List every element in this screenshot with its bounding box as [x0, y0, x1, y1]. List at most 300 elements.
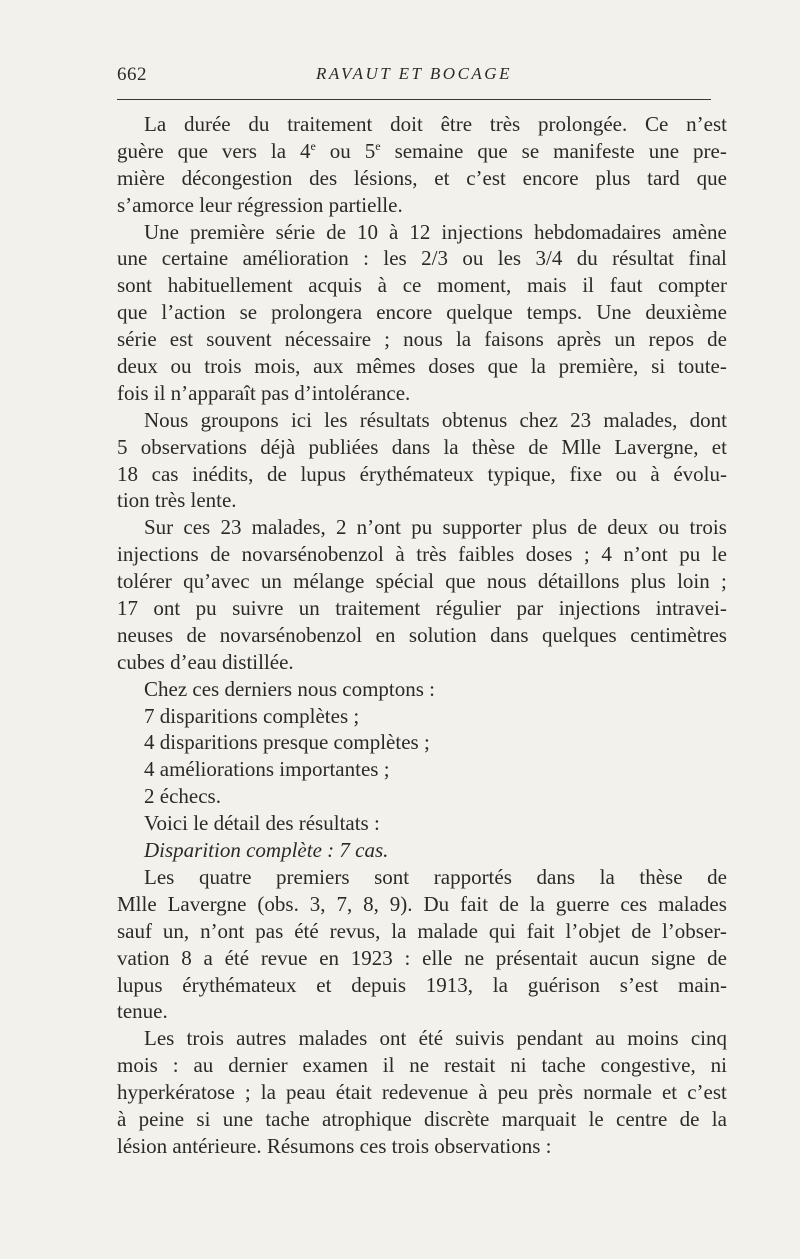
- word: un: [614, 327, 636, 352]
- word: 1923: [350, 945, 393, 970]
- word: ou: [329, 138, 351, 163]
- word: elle: [422, 945, 453, 970]
- word: observations: [140, 434, 247, 459]
- word: habituellement: [167, 273, 293, 298]
- word: marquait: [501, 1106, 577, 1131]
- word: Ce: [645, 112, 669, 136]
- word: près: [538, 1080, 574, 1105]
- word: 18: [117, 461, 138, 486]
- word: 17: [117, 596, 138, 621]
- word: Une: [144, 219, 179, 244]
- word: de: [186, 622, 207, 647]
- word: le: [711, 542, 727, 567]
- text-line: [117, 514, 727, 541]
- word: dans: [536, 864, 575, 889]
- word: spécial: [375, 569, 434, 594]
- word: deuxième: [645, 300, 727, 325]
- text-line: [117, 326, 727, 353]
- word: par: [516, 596, 544, 621]
- word: doit: [390, 112, 423, 136]
- text-line: [117, 676, 727, 703]
- word: La: [144, 112, 167, 136]
- word: la: [599, 864, 615, 889]
- word: 10: [357, 219, 379, 244]
- word: une: [222, 1106, 254, 1131]
- word: moment,: [437, 273, 512, 298]
- text-line: [117, 541, 727, 568]
- word: n’est: [686, 112, 727, 136]
- word: certaine: [161, 246, 229, 271]
- text-line: [117, 810, 727, 837]
- word: série: [275, 219, 316, 244]
- word: pu: [411, 515, 433, 540]
- word: Mlle: [117, 891, 157, 916]
- text-line: [117, 219, 727, 246]
- word: pu: [679, 542, 701, 567]
- word: quelque: [446, 300, 513, 325]
- word: la: [711, 1106, 727, 1131]
- word: 23: [570, 407, 592, 432]
- word: lupus: [117, 972, 163, 997]
- text-run: cubes d’eau distillée.: [117, 649, 294, 674]
- word: hyperkératose: [117, 1080, 235, 1105]
- word: autres: [236, 1026, 287, 1051]
- word: à: [389, 219, 399, 244]
- word: la: [270, 138, 287, 163]
- word: si: [196, 1106, 211, 1131]
- word: tard: [647, 165, 680, 190]
- word: faibles: [458, 542, 515, 567]
- word: un: [260, 569, 282, 594]
- word: du: [576, 246, 598, 271]
- word: lésions,: [353, 165, 418, 190]
- body-text: [117, 111, 727, 1160]
- word: décongestion: [181, 165, 293, 190]
- word: mais: [526, 273, 567, 298]
- word: ;: [583, 542, 590, 567]
- word: est: [169, 327, 194, 352]
- text-line: [117, 703, 727, 730]
- word: tache: [265, 1106, 310, 1131]
- word: compter: [658, 273, 727, 298]
- word: doses: [525, 542, 573, 567]
- word: pu: [195, 596, 217, 621]
- word: n’ont: [200, 918, 245, 943]
- word: de: [210, 542, 231, 567]
- word: solution: [408, 622, 477, 647]
- word: 4e: [300, 138, 316, 163]
- word: que: [477, 138, 508, 163]
- word: hebdomadaires: [533, 219, 662, 244]
- word: l’action: [161, 300, 226, 325]
- word: mois,: [254, 354, 301, 379]
- word: érythémateux: [182, 972, 297, 997]
- word: dont: [689, 407, 727, 432]
- word: résultats: [359, 407, 430, 432]
- word: la: [529, 891, 545, 916]
- word: il: [582, 273, 595, 298]
- word: malades,: [603, 407, 678, 432]
- text-line: [117, 649, 727, 676]
- word: sont: [117, 273, 153, 298]
- word: tache: [541, 1053, 586, 1078]
- text-line: [117, 1133, 727, 1160]
- word: pendant: [516, 1026, 583, 1051]
- word: et: [316, 972, 332, 997]
- word: Une: [596, 300, 632, 325]
- word: nous: [403, 327, 443, 352]
- word: suivis: [455, 1026, 505, 1051]
- paragraph: [117, 810, 727, 837]
- word: 8,: [363, 891, 379, 916]
- text-line: [117, 998, 727, 1025]
- word: il: [382, 1053, 395, 1078]
- word: de: [326, 219, 347, 244]
- word: ;: [384, 327, 390, 352]
- word: l’objet: [565, 918, 621, 943]
- word: de: [707, 864, 727, 889]
- word: les: [497, 246, 522, 271]
- word: ou: [615, 461, 637, 486]
- word: vation: [117, 945, 170, 970]
- word: aux: [313, 354, 344, 379]
- text-run: Voici le détail des résultats :: [144, 811, 380, 836]
- word: traitement: [287, 112, 373, 136]
- text-line: [117, 837, 727, 864]
- word: n’ont: [623, 542, 668, 567]
- word: au: [193, 1053, 214, 1078]
- text-run: fois il n’apparaît pas d’intolérance.: [117, 380, 411, 405]
- paragraph: [117, 756, 727, 783]
- word: et: [434, 165, 450, 190]
- word: les: [383, 246, 407, 271]
- running-title: RAVAUT ET BOCAGE: [316, 64, 512, 83]
- word: fait: [460, 891, 489, 916]
- word: n’ont: [356, 515, 401, 540]
- word: à: [377, 273, 387, 298]
- word: traitement: [335, 596, 421, 621]
- word: Les: [144, 864, 175, 889]
- word: être: [440, 112, 473, 136]
- word: faisons: [484, 327, 544, 352]
- word: la: [443, 434, 459, 459]
- word: obtenus: [441, 407, 508, 432]
- word: de: [267, 461, 287, 486]
- word: ont: [153, 596, 181, 621]
- word: amène: [672, 219, 727, 244]
- word: cas: [151, 461, 179, 486]
- word: temps.: [526, 300, 583, 325]
- word: supporter: [442, 515, 522, 540]
- word: doses: [428, 354, 475, 379]
- text-line: [117, 461, 727, 488]
- word: première: [189, 219, 265, 244]
- text-line: [117, 918, 727, 945]
- word: si: [651, 354, 666, 379]
- word: Sur: [144, 515, 174, 540]
- text-line: [117, 756, 727, 783]
- word: souvent: [206, 327, 272, 352]
- word: en: [319, 945, 340, 970]
- word: du: [248, 112, 270, 136]
- word: mêmes: [356, 354, 416, 379]
- paragraph: [117, 1025, 727, 1159]
- word: 3,: [309, 891, 326, 916]
- word: qu’avec: [183, 569, 250, 594]
- word: et: [711, 434, 727, 459]
- word: qui: [488, 918, 516, 943]
- word: nous: [486, 569, 527, 594]
- word: semaine: [394, 138, 464, 163]
- word: restait: [444, 1053, 496, 1078]
- word: mois: [117, 1053, 158, 1078]
- word: signe: [651, 945, 696, 970]
- word: la: [492, 972, 508, 997]
- word: ce: [402, 273, 422, 298]
- word: ces: [183, 515, 211, 540]
- word: inédits,: [192, 461, 254, 486]
- word: suivre: [232, 596, 284, 621]
- word: évolu-: [673, 461, 727, 486]
- word: trois: [689, 515, 727, 540]
- word: manifeste: [553, 138, 635, 163]
- word: ou: [462, 246, 484, 271]
- word: 12: [409, 219, 431, 244]
- word: que: [177, 138, 208, 163]
- word: c’est: [466, 165, 506, 190]
- word: très: [416, 542, 447, 567]
- word: :: [404, 945, 411, 970]
- word: main-: [678, 972, 727, 997]
- word: mière: [117, 165, 165, 190]
- text-line: [117, 972, 727, 999]
- text-line: [117, 729, 727, 756]
- word: malades: [298, 1026, 368, 1051]
- word: au: [595, 1026, 616, 1051]
- text-line: [117, 434, 727, 461]
- word: très: [489, 112, 521, 136]
- paragraph: [117, 837, 727, 864]
- word: que: [117, 300, 148, 325]
- word: malade: [417, 918, 478, 943]
- word: pas: [255, 918, 284, 943]
- paragraph: [117, 783, 727, 810]
- word: résultat: [612, 246, 674, 271]
- word: premiers: [276, 864, 350, 889]
- text-run: 4 améliorations importantes ;: [144, 757, 390, 782]
- word: la: [391, 918, 407, 943]
- word: peu: [497, 1080, 528, 1105]
- text-line: [117, 111, 727, 138]
- word: malades,: [251, 515, 326, 540]
- word: novarsénobenzol: [219, 622, 363, 647]
- text-run: lésion antérieure. Résumons ces trois observations :: [117, 1133, 552, 1158]
- word: amélioration: [242, 246, 349, 271]
- text-line: [117, 165, 727, 192]
- word: les: [324, 407, 348, 432]
- word: injections: [441, 219, 523, 244]
- word: trois: [186, 1026, 224, 1051]
- word: ici: [290, 407, 312, 432]
- word: prolongera: [271, 300, 363, 325]
- word: encore: [376, 300, 433, 325]
- word: peau: [285, 1080, 326, 1105]
- word: (obs.: [257, 891, 299, 916]
- word: des: [309, 165, 338, 190]
- word: fait: [526, 918, 555, 943]
- paragraph: [117, 514, 727, 675]
- word: guérison: [527, 972, 601, 997]
- word: 8: [181, 945, 192, 970]
- word: 7,: [336, 891, 353, 916]
- word: depuis: [351, 972, 407, 997]
- word: congestive,: [600, 1053, 696, 1078]
- word: l’obser-: [661, 918, 727, 943]
- text-line: [117, 945, 727, 972]
- text-line: [117, 487, 727, 514]
- paragraph: [117, 676, 727, 703]
- word: se: [239, 300, 258, 325]
- word: 2: [335, 515, 347, 540]
- word: :: [363, 246, 369, 271]
- word: trois: [204, 354, 242, 379]
- word: détaillons: [537, 569, 620, 594]
- word: durée: [183, 112, 231, 136]
- word: publiées: [308, 434, 379, 459]
- word: thèse: [471, 434, 516, 459]
- word: plus: [630, 569, 666, 594]
- word: deux: [607, 515, 649, 540]
- word: le: [588, 1106, 604, 1131]
- word: sauf: [117, 918, 152, 943]
- header-rule: [117, 99, 711, 100]
- word: faut: [609, 273, 643, 298]
- word: ont: [379, 1026, 407, 1051]
- text-line: [117, 622, 727, 649]
- word: à: [395, 542, 405, 567]
- word: ;: [721, 569, 727, 594]
- word: ne: [409, 1053, 430, 1078]
- word: sont: [374, 864, 410, 889]
- paragraph: [117, 407, 727, 515]
- word: ni: [710, 1053, 727, 1078]
- word: ne: [464, 945, 485, 970]
- word: été: [418, 1026, 444, 1051]
- text-line: [117, 380, 727, 407]
- word: typique,: [487, 461, 556, 486]
- word: injections: [117, 542, 199, 567]
- word: mélange: [293, 569, 365, 594]
- word: régulier: [435, 596, 502, 621]
- word: novarsénobenzol: [241, 542, 384, 567]
- text-line: [117, 568, 727, 595]
- word: a: [203, 945, 213, 970]
- word: :: [172, 1053, 179, 1078]
- word: déjà: [260, 434, 296, 459]
- word: en: [375, 622, 396, 647]
- word: Lavergne: [167, 891, 247, 916]
- word: un,: [162, 918, 190, 943]
- text-line: [117, 1052, 727, 1079]
- word: plus: [531, 515, 567, 540]
- word: ou: [170, 354, 192, 379]
- word: Mlle: [561, 434, 602, 459]
- text-line: [117, 299, 727, 326]
- text-line: [117, 891, 727, 918]
- text-line: [117, 353, 727, 380]
- text-run: 2 échecs.: [144, 784, 221, 809]
- word: tolérer: [117, 569, 172, 594]
- word: peine: [138, 1106, 185, 1131]
- word: de: [577, 515, 598, 540]
- word: 4: [601, 542, 612, 567]
- word: la: [455, 327, 472, 352]
- text-run: tion très lente.: [117, 488, 237, 513]
- text-line: [117, 595, 727, 622]
- text-line: [117, 864, 727, 891]
- word: 1913,: [425, 972, 474, 997]
- word: à: [650, 461, 660, 486]
- word: s’est: [619, 972, 659, 997]
- word: loin: [677, 569, 710, 594]
- word: guère: [117, 138, 164, 163]
- word: Les: [144, 1026, 175, 1051]
- word: la: [530, 354, 546, 379]
- word: ou: [658, 515, 680, 540]
- word: que: [696, 165, 727, 190]
- page-number: 662: [117, 64, 147, 85]
- word: pre-: [693, 138, 727, 163]
- word: 23: [220, 515, 242, 540]
- word: ;: [244, 1080, 251, 1105]
- word: 5: [117, 434, 128, 459]
- paragraph: [117, 729, 727, 756]
- word: prolongée.: [538, 112, 628, 136]
- word: redevenue: [381, 1080, 469, 1105]
- word: deux: [117, 354, 158, 379]
- word: lupus: [300, 461, 346, 486]
- word: était: [335, 1080, 372, 1105]
- word: ces: [620, 891, 648, 916]
- word: guerre: [555, 891, 610, 916]
- word: la: [260, 1080, 276, 1105]
- word: à: [478, 1080, 488, 1105]
- word: un: [298, 596, 320, 621]
- word: neuses: [117, 622, 173, 647]
- word: centre: [616, 1106, 668, 1131]
- word: centimètres: [630, 622, 727, 647]
- word: atrophique: [321, 1106, 412, 1131]
- text-line: [117, 1106, 727, 1133]
- text-line: [117, 783, 727, 810]
- word: ni: [510, 1053, 527, 1078]
- text-line: [117, 1079, 727, 1106]
- word: c’est: [687, 1080, 727, 1105]
- word: présentait: [495, 945, 578, 970]
- word: à: [117, 1106, 127, 1131]
- page-header: [117, 64, 711, 90]
- word: rapportés: [433, 864, 512, 889]
- paragraph: [117, 864, 727, 1025]
- word: revus,: [329, 918, 381, 943]
- word: que: [445, 569, 476, 594]
- word: final: [688, 246, 727, 271]
- word: revue: [260, 945, 308, 970]
- paragraph: [117, 703, 727, 730]
- text-line: [117, 245, 727, 272]
- word: nécessaire: [284, 327, 372, 352]
- word: dernier: [228, 1053, 288, 1078]
